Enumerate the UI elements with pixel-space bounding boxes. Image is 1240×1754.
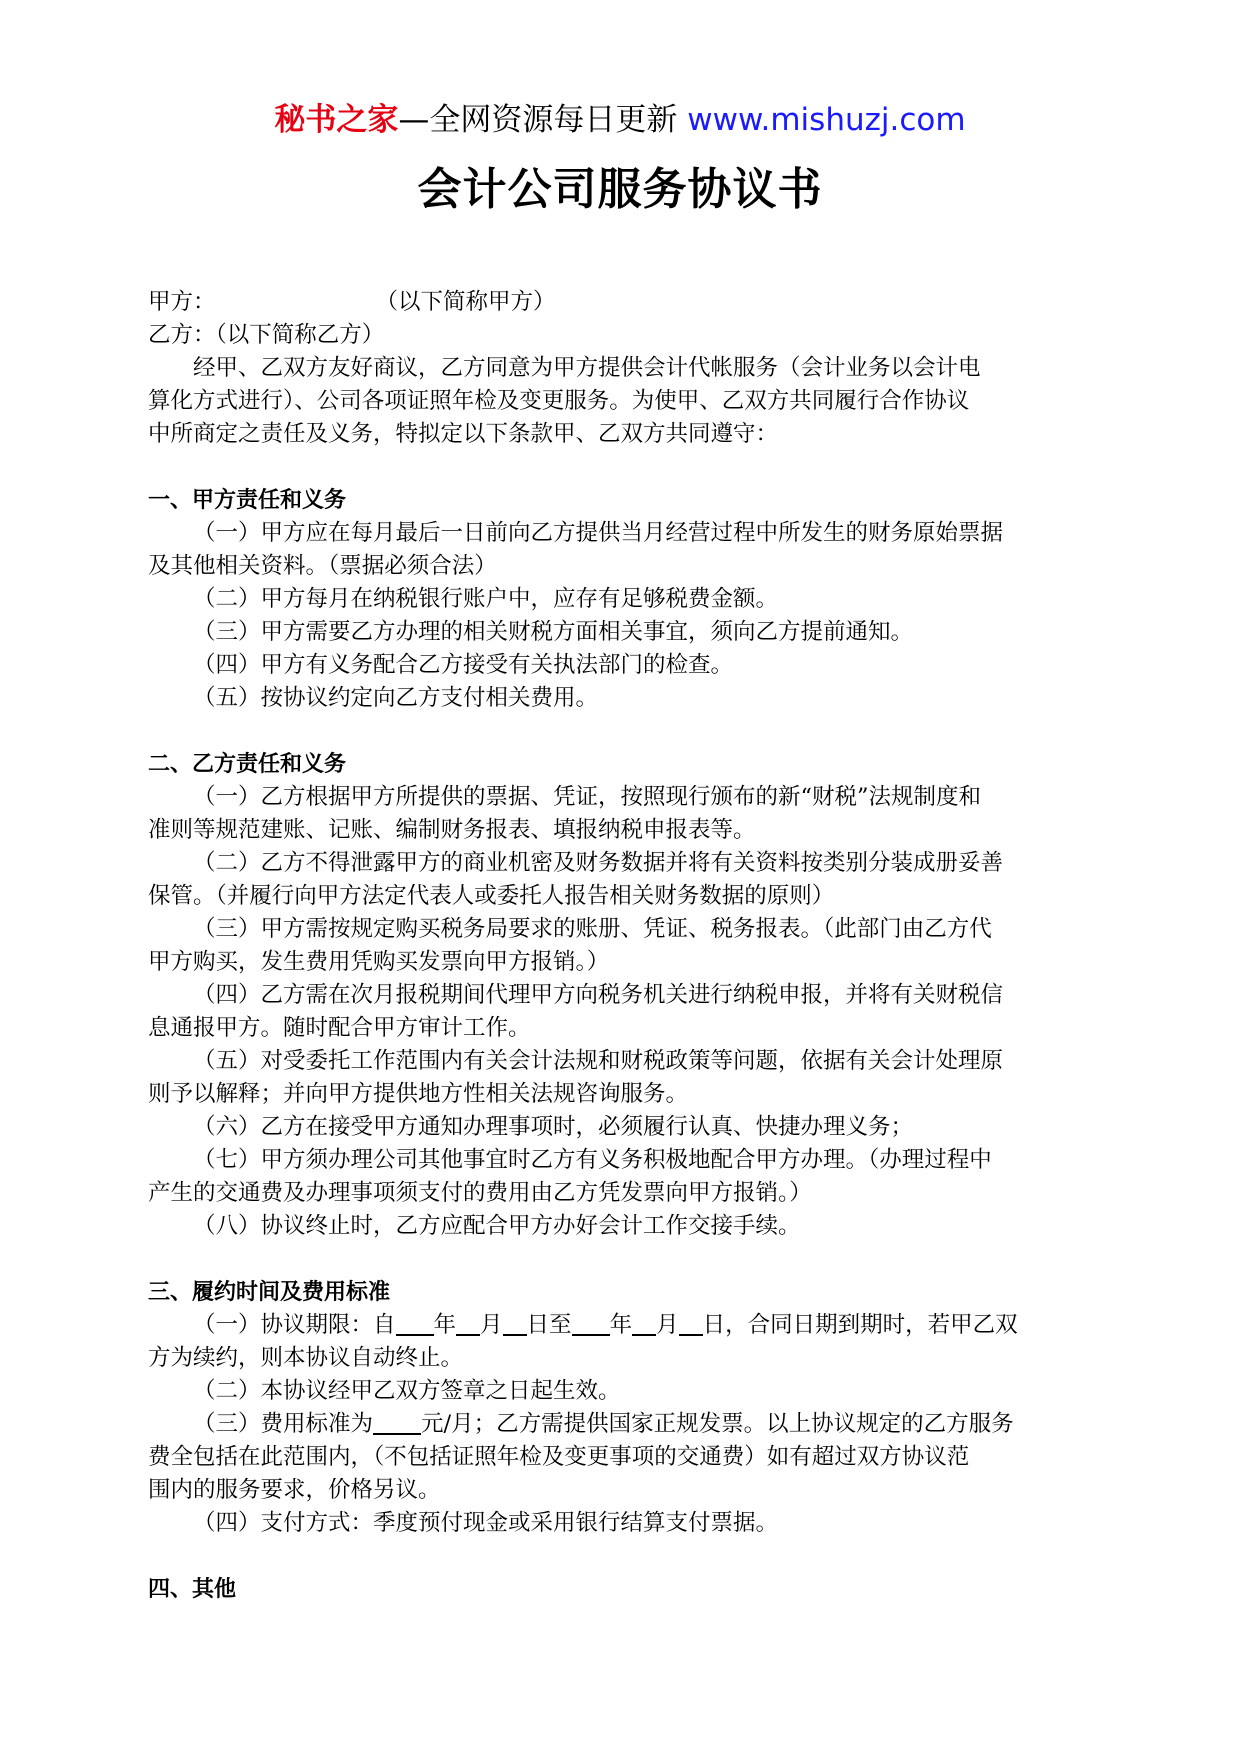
start-year-blank: [396, 1310, 434, 1336]
clause-line: 则予以解释；并向甲方提供地方性相关法规咨询服务。: [148, 1081, 689, 1107]
clause-line: （一）乙方根据甲方所提供的票据、凭证，按照现行颁布的新“财税”法规制度和: [193, 784, 982, 810]
term-continued: 方为续约，则本协议自动终止。: [148, 1345, 464, 1371]
clause-line: （三）甲方需按规定购买税务局要求的账册、凭证、税务报表。（此部门由乙方代: [193, 916, 992, 942]
party-a-line: [148, 286, 1092, 319]
fee-line: [148, 1408, 1092, 1441]
clause-line: （七）甲方须办理公司其他事宜时乙方有义务积极地配合甲方办理。（办理过程中: [193, 1147, 992, 1173]
clause-line: 息通报甲方。随时配合甲方审计工作。: [148, 1015, 531, 1041]
payment-line: （四）支付方式：季度预付现金或采用银行结算支付票据。: [193, 1510, 779, 1536]
clause-line: （四）甲方有义务配合乙方接受有关执法部门的检查。: [193, 652, 734, 678]
end-year-blank: [572, 1310, 610, 1336]
fee-detail-line: 费全包括在此范围内，（不包括证照年检及变更事项的交通费）如有超过双方协议范: [148, 1444, 970, 1470]
start-day-blank: [503, 1310, 527, 1336]
clause-line: （三）甲方需要乙方办理的相关财税方面相关事宜，须向乙方提前通知。: [193, 619, 914, 645]
party-a-note: （以下简称甲方）: [375, 289, 556, 315]
fee-suffix: 元/月；乙方需提供国家正规发票。以上协议规定的乙方服务: [421, 1411, 1014, 1437]
section-1-content: [148, 517, 1092, 715]
clause-line: 产生的交通费及办理事项须支付的费用由乙方凭发票向甲方报销。）: [148, 1180, 812, 1206]
clause-line: 准则等规范建账、记账、编制财务报表、填报纳税申报表等。: [148, 817, 756, 843]
term-year-label: 年: [433, 1312, 457, 1338]
effective-line: （二）本协议经甲乙双方签章之日起生效。: [193, 1378, 621, 1404]
clause-line: （五）按协议约定向乙方支付相关费用。: [193, 685, 599, 711]
banner-url-link[interactable]: www.mishuzj.com: [687, 102, 966, 138]
document-title: 会计公司服务协议书: [417, 164, 823, 215]
intro-line: 算化方式进行）、公司各项证照年检及变更服务。为使甲、乙双方共同履行合作协议: [148, 388, 970, 414]
intro-line: 中所商定之责任及义务，特拟定以下条款甲、乙双方共同遵守：: [148, 421, 779, 447]
clause-line: （二）乙方不得泄露甲方的商业机密及财务数据并将有关资料按类别分装成册妥善: [193, 850, 1004, 876]
term-prefix: （一）协议期限：自: [193, 1312, 396, 1338]
party-a-label: 甲方：: [148, 289, 216, 315]
banner-brand: 秘书之家: [274, 102, 399, 138]
party-b-line: 乙方：（以下简称乙方）: [148, 322, 385, 348]
term-day-label: 日至: [526, 1312, 572, 1338]
term-day-label: 日，合同日期到期时，若甲乙双: [702, 1312, 1018, 1338]
banner-tagline: —全网资源每日更新: [398, 102, 688, 138]
section-4-heading: 四、其他: [148, 1577, 237, 1602]
term-month-label: 月: [480, 1312, 503, 1338]
clause-line: （五）对受委托工作范围内有关会计法规和财税政策等问题，依据有关会计处理原: [193, 1048, 1004, 1074]
section-1-heading: 一、甲方责任和义务: [148, 488, 347, 513]
term-month-label: 月: [656, 1312, 679, 1338]
section-2-heading: 二、乙方责任和义务: [148, 752, 347, 777]
intro-line: 经甲、乙双方友好商议，乙方同意为甲方提供会计代帐服务（会计业务以会计电: [193, 355, 981, 381]
end-month-blank: [632, 1310, 656, 1336]
fee-prefix: （三）费用标准为: [193, 1411, 374, 1437]
clause-line: （六）乙方在接受甲方通知办理事项时，必须履行认真、快捷办理义务；: [193, 1114, 914, 1140]
clause-line: 及其他相关资料。（票据必须合法）: [148, 553, 497, 579]
document-body: [148, 286, 1092, 1606]
fee-amount-blank: [373, 1409, 421, 1435]
term-year-label: 年: [609, 1312, 633, 1338]
clause-line: （八）协议终止时，乙方应配合甲方办好会计工作交接手续。: [193, 1213, 801, 1239]
section-3-heading: 三、履约时间及费用标准: [148, 1280, 391, 1305]
section-2-content: [148, 781, 1092, 1243]
clause-line: （一）甲方应在每月最后一日前向乙方提供当月经营过程中所发生的财务原始票据: [193, 520, 1004, 546]
clause-line: 保管。（并履行向甲方法定代表人或委托人报告相关财务数据的原则）: [148, 883, 835, 909]
clause-line: （四）乙方需在次月报税期间代理甲方向税务机关进行纳税申报，并将有关财税信: [193, 982, 1004, 1008]
start-month-blank: [456, 1310, 480, 1336]
clause-line: 甲方购买，发生费用凭购买发票向甲方报销。）: [148, 949, 610, 975]
end-day-blank: [679, 1310, 703, 1336]
site-banner: [0, 98, 1240, 142]
term-line: [148, 1309, 1092, 1342]
fee-detail-line: 围内的服务要求，价格另议。: [148, 1477, 441, 1503]
clause-line: （二）甲方每月在纳税银行账户中，应存有足够税费金额。: [193, 586, 779, 612]
